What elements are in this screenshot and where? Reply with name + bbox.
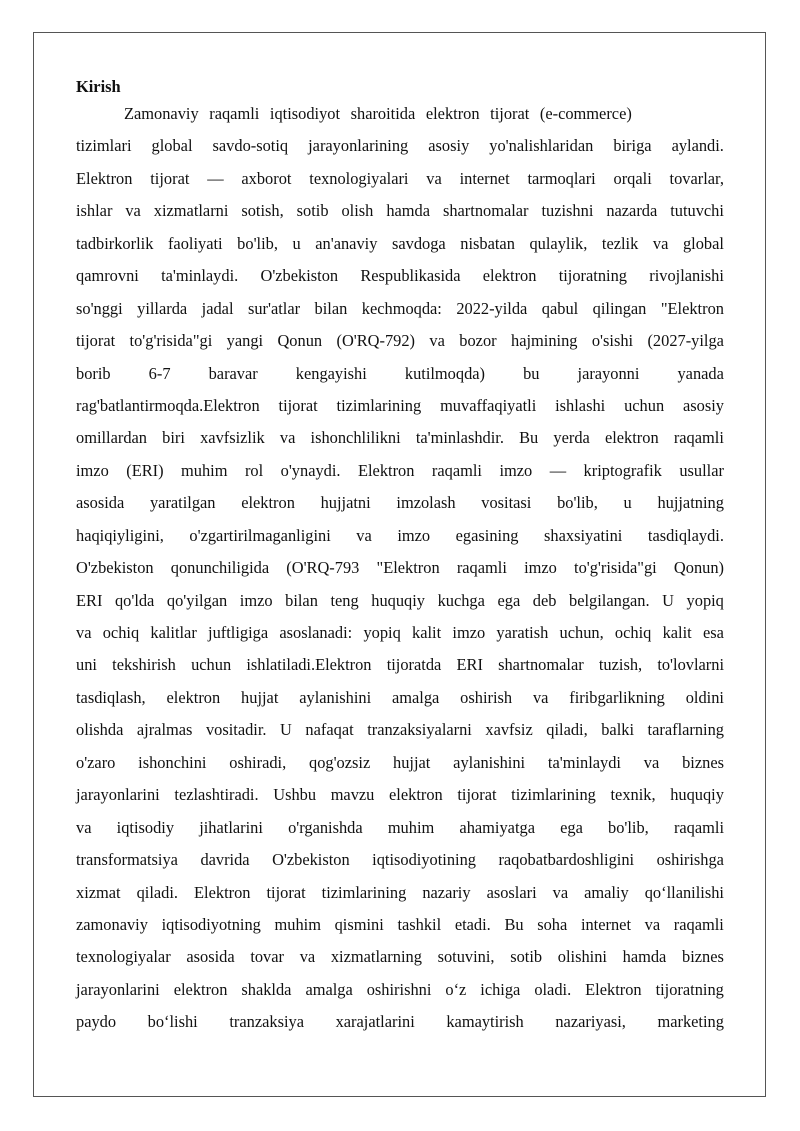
word: oshirish: [460, 687, 513, 707]
word: qilingan: [592, 298, 647, 318]
paragraph-line: [76, 585, 724, 617]
paragraph-line: [76, 974, 724, 1006]
word: rivojlanishi: [649, 266, 724, 286]
paragraph-line: [76, 844, 724, 876]
word: haqiqiyligini,: [76, 525, 164, 545]
word: imzo: [76, 460, 109, 480]
word: soha: [537, 914, 568, 934]
word: tranzaksiyalarni: [367, 720, 472, 740]
word: yanada: [677, 363, 724, 383]
paragraph-line: [76, 877, 724, 909]
word: tijorat: [76, 331, 116, 351]
word: belgilangan.: [569, 590, 650, 610]
word: usullar: [679, 460, 724, 480]
word: O'zbekiston: [272, 850, 350, 870]
word: amalga: [305, 979, 353, 999]
word: elektron: [241, 493, 295, 513]
word: vositadir.: [205, 720, 267, 740]
word: qog'ozsiz: [309, 752, 371, 772]
word: huquqiy: [371, 590, 425, 610]
word: savdoga: [391, 233, 446, 253]
word: tizimlari: [76, 136, 132, 156]
word: asosiy: [428, 136, 470, 156]
word: (ERI): [126, 460, 164, 480]
word: aylandi.: [671, 136, 724, 156]
paragraph-line: [76, 812, 724, 844]
word: bo'lib,: [237, 233, 278, 253]
word: rol: [244, 460, 264, 480]
word: oshirishga: [656, 850, 724, 870]
word: shartnomalar: [442, 201, 529, 221]
word: marketing: [657, 1012, 724, 1032]
word: elektron: [166, 687, 221, 707]
word: Qonun): [673, 558, 724, 578]
word: tijorat: [278, 395, 318, 415]
word: O'zbekiston: [260, 266, 339, 286]
word: Qonun: [277, 331, 323, 351]
word: yo'nalishlaridan: [489, 136, 594, 156]
word: ishonchini: [138, 752, 207, 772]
paragraph-line: [76, 293, 724, 325]
word: shaklda: [241, 979, 292, 999]
word: Elektron: [194, 882, 251, 902]
word: imzo: [239, 590, 273, 610]
paragraph-line: [76, 909, 724, 941]
word: nazarda: [606, 201, 658, 221]
word: global: [151, 136, 193, 156]
word: olishini: [557, 947, 607, 967]
document-body: [76, 76, 724, 1039]
word: ta'minlaydi: [547, 752, 621, 772]
word: baravar: [208, 363, 258, 383]
word: omillardan: [76, 428, 148, 448]
word: elektron: [482, 266, 537, 286]
word: ERI: [76, 590, 103, 610]
word: u: [623, 493, 632, 513]
word: tranzaksiya: [229, 1012, 304, 1032]
word: va: [76, 817, 92, 837]
word: tuzish,: [598, 655, 643, 675]
word: ishlashi: [555, 395, 606, 415]
word: bu: [523, 363, 540, 383]
word: to'lovlarni: [657, 655, 724, 675]
word: qismini: [334, 914, 384, 934]
word: ahamiyatga: [459, 817, 535, 837]
line-text: Zamonaviy raqamli iqtisodiyot sharoitida elektron tijorat (e-commerce): [124, 104, 632, 123]
word: esa: [702, 623, 724, 642]
paragraph-line: [76, 682, 724, 714]
word: an'anaviy: [315, 233, 378, 253]
word: imzo: [452, 623, 486, 642]
paragraph-line: [76, 487, 724, 519]
word: hamda: [386, 201, 431, 221]
word: tovar: [250, 947, 284, 967]
word: amalga: [392, 687, 440, 707]
word: o'zgartirilmaganligini: [189, 525, 331, 545]
paragraph-line: [76, 228, 724, 260]
paragraph-line: [76, 195, 724, 227]
word: iqtisodiyotining: [372, 850, 476, 870]
word: va: [356, 525, 372, 545]
word: texnologiyalari: [309, 168, 409, 188]
word: uchun: [191, 655, 232, 675]
word: Elektron: [357, 460, 415, 480]
word: imzo: [524, 558, 557, 578]
word: hajmining: [511, 331, 578, 351]
word: asosida: [76, 493, 125, 513]
word: amaliy: [584, 882, 629, 902]
word: rag'batlantirmoqda.Elektron: [76, 395, 260, 415]
word: oshirishni: [366, 979, 432, 999]
word: nafaqat: [305, 720, 354, 740]
word: Elektron: [585, 979, 642, 999]
word: ta'minlaydi.: [161, 266, 239, 286]
word: 2022-yilda: [456, 298, 528, 318]
word: ega: [497, 590, 521, 610]
word: imzo: [397, 525, 431, 545]
word: xizmatlarni: [153, 201, 229, 221]
word: imzolash: [396, 493, 456, 513]
word: jadal: [201, 298, 234, 318]
word: elektron: [604, 428, 659, 448]
paragraph-line: [76, 325, 724, 357]
word: (O'RQ-792): [336, 331, 416, 351]
word: balki: [601, 720, 635, 740]
word: tasdiqlaydi.: [647, 525, 724, 545]
word: ishonchlilikni: [310, 428, 401, 448]
paragraph-line: [76, 260, 724, 292]
word: ishlatiladi.Elektron: [246, 655, 372, 675]
word: yerda: [553, 428, 590, 448]
paragraph-line: [76, 455, 724, 487]
word: savdo-sotiq: [212, 136, 289, 156]
word: kutilmoqda): [404, 363, 485, 383]
word: zamonaviy: [76, 914, 148, 934]
word: kamaytirish: [446, 1012, 524, 1032]
word: Bu: [504, 914, 524, 934]
word: oladi.: [534, 979, 572, 999]
word: to'g'risida"gi: [574, 558, 657, 578]
word: transformatsiya: [76, 850, 178, 870]
word: ega: [560, 817, 583, 837]
word: tovarlar,: [669, 168, 724, 188]
word: biri: [162, 428, 185, 448]
word: tijoratning: [558, 266, 627, 286]
word: yangi: [226, 331, 264, 351]
word: hujjatni: [320, 493, 371, 513]
word: tijorat: [150, 168, 190, 188]
word: Bu: [519, 428, 539, 448]
word: va: [644, 914, 661, 934]
word: tijoratning: [655, 979, 724, 999]
word: xizmatlarning: [330, 947, 422, 967]
word: va: [532, 687, 549, 707]
word: raqamli: [456, 558, 507, 578]
word: internet: [580, 914, 631, 934]
word: tarmoqlari: [527, 168, 596, 188]
word: ajralmas: [136, 720, 193, 740]
word: ochiq: [102, 623, 140, 642]
word: (2027-yilga: [647, 331, 724, 351]
word: bilan: [314, 298, 348, 318]
word: yillarda: [137, 298, 188, 318]
word: qo'yilgan: [166, 590, 228, 610]
word: kalit: [412, 623, 442, 642]
word: hujjat: [393, 752, 431, 772]
word: va: [652, 233, 669, 253]
word: asoslari: [486, 882, 537, 902]
word: juftligiga: [208, 623, 269, 642]
word: bo'lib,: [557, 493, 598, 513]
section-heading: Kirish: [76, 77, 121, 96]
word: jarayonlarini: [76, 785, 160, 805]
word: tashkil: [397, 914, 442, 934]
word: aylanishini: [453, 752, 526, 772]
word: jarayonni: [577, 363, 640, 383]
word: qiladi,: [546, 720, 588, 740]
word: (O'RQ-793: [286, 558, 360, 578]
word: raqamli: [673, 914, 724, 934]
word: tezlik: [601, 233, 639, 253]
word: o‘z: [445, 979, 467, 999]
word: qabul: [541, 298, 579, 318]
paragraph-line: [76, 520, 724, 552]
word: va: [299, 947, 316, 967]
word: 6-7: [148, 363, 171, 383]
word: muhim: [274, 914, 321, 934]
word: Elektron: [76, 168, 133, 188]
word: qamrovni: [76, 266, 139, 286]
word: sotib: [510, 947, 543, 967]
word: tezlashtiradi.: [174, 785, 259, 805]
word: muvaffaqiyatli: [440, 395, 537, 415]
word: iqtisodiyotning: [161, 914, 261, 934]
paragraph-line: [76, 1006, 724, 1038]
word: imzo: [499, 460, 533, 480]
word: borib: [76, 363, 111, 383]
word: qiladi.: [136, 882, 179, 902]
word: xizmat: [76, 882, 121, 902]
word: U: [280, 720, 292, 740]
word: asosiy: [683, 395, 724, 415]
word: va: [125, 201, 141, 221]
word: qulaylik,: [529, 233, 588, 253]
word: "Elektron: [660, 298, 724, 318]
word: ishlar: [76, 201, 113, 221]
word: biznes: [682, 947, 724, 967]
word: mavzu: [330, 785, 375, 805]
word: texnologiyalar: [76, 947, 171, 967]
word: asoslanadi:: [279, 623, 353, 642]
paragraph-line: [76, 941, 724, 973]
paragraph-line: [76, 422, 724, 454]
paragraph-line: [76, 617, 724, 649]
word: muhim: [181, 460, 228, 480]
paragraph-line: [76, 98, 724, 130]
word: tasdiqlash,: [76, 687, 146, 707]
word: jihatlarini: [199, 817, 263, 837]
word: global: [682, 233, 724, 253]
word: olishda: [76, 720, 124, 740]
paragraph-line: [76, 714, 724, 746]
word: kechmoqda:: [361, 298, 442, 318]
word: bilan: [285, 590, 318, 610]
word: Respublikasida: [360, 266, 461, 286]
word: nazariy: [422, 882, 471, 902]
word: xarajatlarini: [335, 1012, 415, 1032]
paragraph-line: [76, 552, 724, 584]
word: orqali: [613, 168, 652, 188]
word: sur'atlar: [247, 298, 301, 318]
word: va: [426, 168, 442, 188]
word: tizimlarining: [321, 882, 407, 902]
word: egasining: [455, 525, 519, 545]
word: texnik,: [610, 785, 656, 805]
word: biznes: [682, 752, 724, 772]
word: tijoratda: [386, 655, 442, 675]
word: huquqiy: [670, 785, 724, 805]
word: va: [279, 428, 296, 448]
word: Ushbu: [273, 785, 317, 805]
word: asosida: [186, 947, 235, 967]
word: tizimlarining: [511, 785, 596, 805]
paragraph: [76, 98, 724, 1039]
word: muhim: [387, 817, 435, 837]
word: nisbatan: [460, 233, 515, 253]
paragraph-line: [76, 649, 724, 681]
word: davrida: [200, 850, 250, 870]
paragraph-line: [76, 747, 724, 779]
word: tutuvchi: [670, 201, 724, 221]
word: faoliyati: [167, 233, 223, 253]
word: firibgarlikning: [569, 687, 665, 707]
word: oshiradi,: [229, 752, 287, 772]
word: olish: [341, 201, 374, 221]
word: elektron: [173, 979, 228, 999]
word: kengayishi: [295, 363, 367, 383]
word: jarayonlarining: [308, 136, 409, 156]
word: biriga: [613, 136, 652, 156]
word: uni: [76, 655, 97, 675]
word: sotish,: [241, 201, 284, 221]
word: va: [643, 752, 660, 772]
word: uchun: [624, 395, 665, 415]
word: taraflarning: [647, 720, 724, 740]
word: bozor: [459, 331, 497, 351]
word: kalitlar: [150, 623, 197, 642]
word: ichiga: [480, 979, 521, 999]
word: va: [429, 331, 445, 351]
word: ERI: [456, 655, 483, 675]
word: tijorat: [266, 882, 306, 902]
word: yopiq: [363, 623, 401, 642]
word: so'nggi: [76, 298, 123, 318]
word: raqamli: [431, 460, 482, 480]
word: tadbirkorlik: [76, 233, 154, 253]
word: o'sishi: [591, 331, 634, 351]
word: raqamli: [673, 428, 724, 448]
word: to'g'risida"gi: [129, 331, 213, 351]
word: uchun,: [559, 623, 604, 642]
paragraph-line: [76, 390, 724, 422]
word: O'zbekiston: [76, 558, 154, 578]
paragraph-line: [76, 130, 724, 162]
word: —: [549, 460, 567, 480]
word: tuzishni: [541, 201, 594, 221]
word: elektron: [389, 785, 443, 805]
word: va: [552, 882, 569, 902]
word: vositasi: [481, 493, 532, 513]
word: shaxsiyatini: [544, 525, 623, 545]
word: o'zaro: [76, 752, 116, 772]
word: yaratish: [496, 623, 549, 642]
word: tekshirish: [112, 655, 176, 675]
word: qo‘llanilishi: [644, 882, 724, 902]
word: tijorat: [457, 785, 497, 805]
word: etadi.: [454, 914, 491, 934]
word: internet: [459, 168, 510, 188]
word: o'ynaydi.: [280, 460, 341, 480]
word: yopiq: [686, 590, 724, 610]
word: raqamli: [673, 817, 724, 837]
word: xavfsizlik: [200, 428, 265, 448]
word: teng: [330, 590, 359, 610]
word: tizimlarining: [336, 395, 422, 415]
word: kuchga: [437, 590, 485, 610]
word: deb: [532, 590, 557, 610]
word: iqtisodiy: [116, 817, 175, 837]
word: paydo: [76, 1012, 117, 1032]
word: ochiq: [614, 623, 652, 642]
word: hamda: [622, 947, 667, 967]
word: "Elektron: [376, 558, 440, 578]
word: bo'lib,: [608, 817, 649, 837]
paragraph-line: [76, 779, 724, 811]
paragraph-line: [76, 163, 724, 195]
word: qonunchiligida: [170, 558, 270, 578]
word: u: [292, 233, 301, 253]
word: ta'minlashdir.: [415, 428, 504, 448]
word: kalit: [662, 623, 692, 642]
word: aylanishini: [299, 687, 372, 707]
word: oldini: [685, 687, 724, 707]
word: hujjat: [241, 687, 279, 707]
word: —: [207, 168, 224, 188]
word: kriptografik: [583, 460, 662, 480]
paragraph-line: [76, 358, 724, 390]
word: bo‘lishi: [147, 1012, 198, 1032]
word: va: [76, 623, 92, 642]
word: o'rganishda: [288, 817, 363, 837]
word: nazariyasi,: [555, 1012, 626, 1032]
word: raqobatbardoshligini: [498, 850, 635, 870]
word: sotib: [296, 201, 329, 221]
word: qo'lda: [114, 590, 155, 610]
word: hujjatning: [657, 493, 724, 513]
word: axborot: [241, 168, 292, 188]
word: xavfsiz: [485, 720, 533, 740]
word: sotuvini,: [437, 947, 495, 967]
word: shartnomalar: [498, 655, 584, 675]
word: yaratilgan: [149, 493, 216, 513]
word: jarayonlarini: [76, 979, 160, 999]
word: U: [662, 590, 674, 610]
